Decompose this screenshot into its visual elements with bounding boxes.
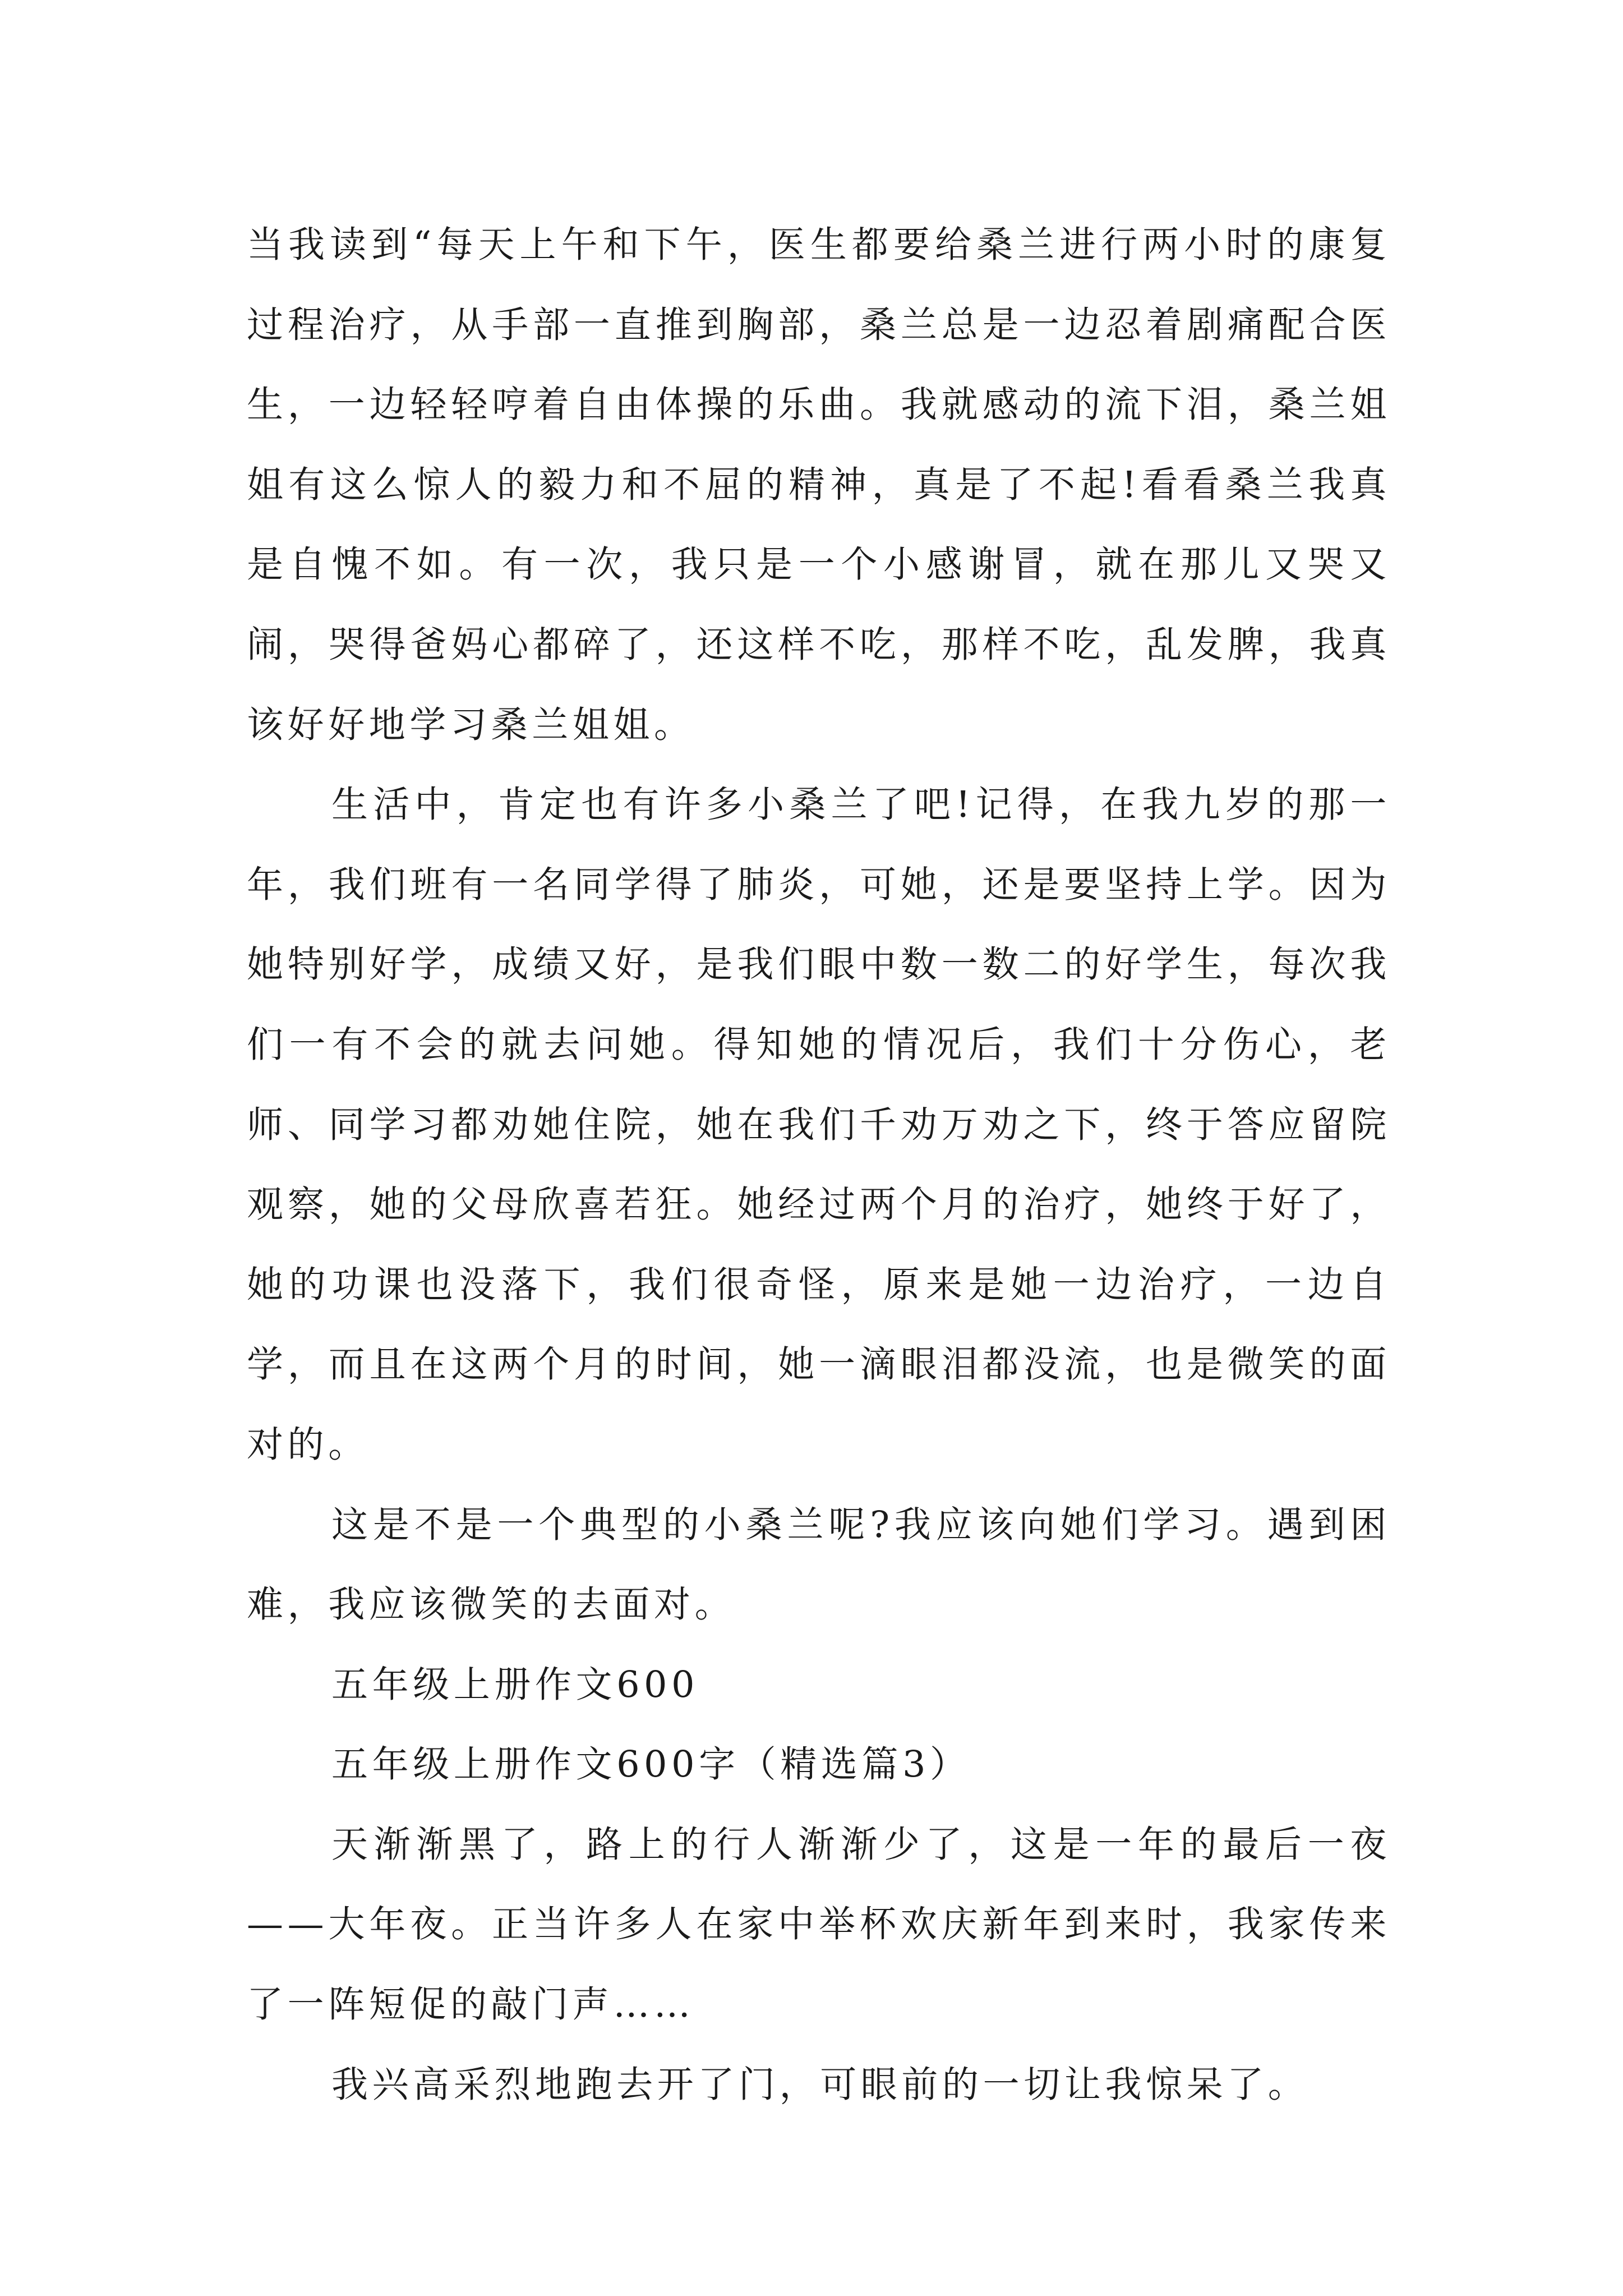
paragraph-4: 天渐渐黑了，路上的行人渐渐少了，这是一年的最后一夜——大年夜。正当许多人在家中举杯欢庆新年到来时，我家传来了一阵短促的敲门声……	[247, 1823, 1391, 2026]
paragraph-5: 我兴高采烈地跑去开了门，可眼前的一切让我惊呆了。	[331, 2063, 1309, 2106]
section-heading-line: 五年级上册作文600	[331, 1663, 699, 1706]
paragraph-3: 这是不是一个典型的小桑兰呢?我应该向她们学习。遇到困难，我应该微笑的去面对。	[247, 1503, 1391, 1626]
paragraph-2: 生活中，肯定也有许多小桑兰了吧!记得，在我九岁的那一年，我们班有一名同学得了肺炎，可她，还是要坚持上学。因为她特别好学，成绩又好，是我们眼中数一数二的好学生，每次我们一有不会的就去问她。得知她的情况后，我们十分伤心，老师、同学习都劝她住院，她在我们千劝万劝之下，终于答应留院观察，她的父母欣喜若狂。她经过两个月的治疗，她终于好了，她的功课也没落下，我们很奇怪，原来是她一边治疗，一边自学，而且在这两个月的时间，她一滴眼泪都没流，也是微笑的面对的。	[247, 784, 1391, 1466]
document-body	[247, 205, 1391, 2125]
section-title: 五年级上册作文600字（精选篇3）	[331, 1743, 971, 1786]
paragraph-1: 当我读到“每天上午和下午，医生都要给桑兰进行两小时的康复过程治疗，从手部一直推到胸部，桑兰总是一边忍着剧痛配合医生，一边轻轻哼着自由体操的乐曲。我就感动的流下泪，桑兰姐姐有这么惊人的毅力和不屈的精神，真是了不起!看看桑兰我真是自愧不如。有一次，我只是一个小感谢冒，就在那儿又哭又闹，哭得爸妈心都碎了，还这样不吃，那样不吃，乱发脾，我真该好好地学习桑兰姐姐。	[247, 224, 1391, 746]
